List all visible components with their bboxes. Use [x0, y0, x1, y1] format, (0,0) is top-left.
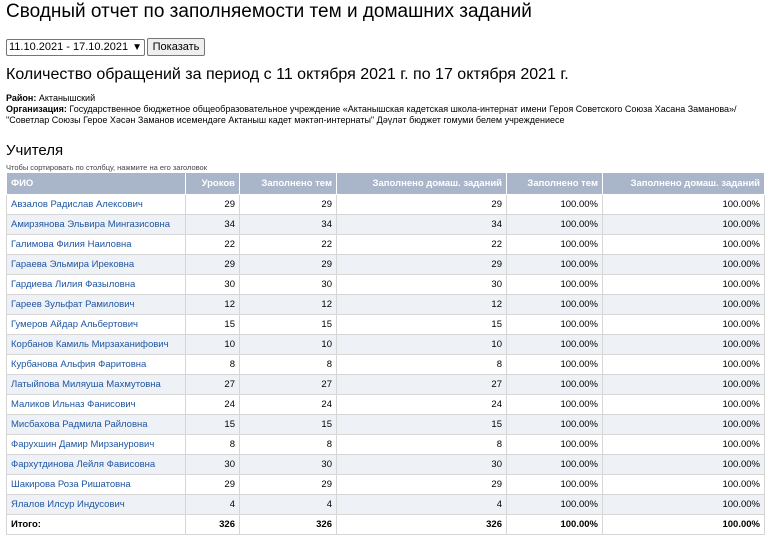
organization-line — [6, 104, 764, 126]
table-cell: 100.00% — [507, 315, 603, 335]
table-cell: 100.00% — [507, 375, 603, 395]
period-select-value: 11.10.2021 - 17.10.2021 — [9, 41, 129, 53]
show-button[interactable]: Показать — [147, 38, 205, 56]
column-header-homework-filled[interactable]: Заполнено домаш. заданий — [337, 173, 507, 195]
table-cell: 15 — [186, 415, 240, 435]
table-cell: 29 — [186, 195, 240, 215]
chevron-down-icon: ▼ — [132, 41, 142, 53]
table-cell: 100.00% — [507, 355, 603, 375]
table-cell: 100.00% — [507, 215, 603, 235]
teacher-link[interactable]: Корбанов Камиль Мирзаханифович — [11, 339, 169, 350]
table-cell: 100.00% — [603, 295, 765, 315]
teacher-name-cell — [7, 355, 186, 375]
table-cell: 29 — [240, 195, 337, 215]
teacher-link[interactable]: Латыйпова Миляуша Махмутовна — [11, 379, 161, 390]
period-select[interactable] — [6, 39, 145, 56]
table-cell: 30 — [240, 275, 337, 295]
teacher-name-cell — [7, 315, 186, 335]
table-cell: 8 — [240, 355, 337, 375]
table-cell: 10 — [186, 335, 240, 355]
table-row — [7, 355, 765, 375]
teacher-name-cell — [7, 455, 186, 475]
table-cell: 100.00% — [603, 435, 765, 455]
table-cell: 100.00% — [507, 335, 603, 355]
column-header-fio[interactable]: ФИО — [7, 173, 186, 195]
total-cell: 326 — [240, 515, 337, 535]
teacher-name-cell — [7, 215, 186, 235]
teacher-link[interactable]: Галимова Филия Наиловна — [11, 239, 132, 250]
table-cell: 100.00% — [603, 475, 765, 495]
table-cell: 100.00% — [507, 235, 603, 255]
table-cell: 100.00% — [603, 315, 765, 335]
table-cell: 15 — [240, 315, 337, 335]
table-cell: 27 — [186, 375, 240, 395]
table-cell: 8 — [337, 435, 507, 455]
table-cell: 10 — [337, 335, 507, 355]
table-cell: 22 — [240, 235, 337, 255]
total-label: Итого: — [7, 515, 186, 535]
table-cell: 4 — [186, 495, 240, 515]
table-cell: 100.00% — [507, 195, 603, 215]
table-cell: 100.00% — [507, 295, 603, 315]
table-cell: 100.00% — [507, 475, 603, 495]
table-cell: 100.00% — [507, 415, 603, 435]
table-row — [7, 455, 765, 475]
table-cell: 24 — [337, 395, 507, 415]
column-header-lessons[interactable]: Уроков — [186, 173, 240, 195]
teacher-name-cell — [7, 415, 186, 435]
table-cell: 29 — [240, 475, 337, 495]
table-cell: 15 — [240, 415, 337, 435]
teacher-name-cell — [7, 495, 186, 515]
teacher-name-cell — [7, 295, 186, 315]
table-cell: 29 — [337, 255, 507, 275]
table-row — [7, 215, 765, 235]
table-cell: 30 — [186, 275, 240, 295]
teacher-link[interactable]: Ялалов Илсур Индусович — [11, 499, 125, 510]
table-row — [7, 495, 765, 515]
table-cell: 12 — [186, 295, 240, 315]
page-title: Сводный отчет по заполняемости тем и домашних заданий — [6, 1, 532, 22]
teacher-link[interactable]: Маликов Ильназ Фанисович — [11, 399, 136, 410]
total-cell: 326 — [186, 515, 240, 535]
table-cell: 8 — [240, 435, 337, 455]
sort-hint: Чтобы сортировать по столбцу, нажмите на его заголовок — [6, 163, 208, 172]
teacher-link[interactable]: Авзалов Радислав Алексович — [11, 199, 143, 210]
table-cell: 8 — [337, 355, 507, 375]
table-cell: 15 — [337, 415, 507, 435]
column-header-homework-percent[interactable]: Заполнено домаш. заданий — [603, 173, 765, 195]
table-cell: 22 — [186, 235, 240, 255]
teacher-link[interactable]: Гумеров Айдар Альбертович — [11, 319, 138, 330]
district-line — [6, 93, 764, 104]
table-cell: 30 — [337, 455, 507, 475]
table-cell: 34 — [337, 215, 507, 235]
table-cell: 27 — [240, 375, 337, 395]
table-cell: 12 — [337, 295, 507, 315]
table-cell: 100.00% — [603, 415, 765, 435]
table-cell: 100.00% — [507, 255, 603, 275]
table-cell: 4 — [337, 495, 507, 515]
table-cell: 22 — [337, 235, 507, 255]
teacher-link[interactable]: Фархутдинова Лейля Фависовна — [11, 459, 156, 470]
table-row — [7, 195, 765, 215]
total-cell: 100.00% — [603, 515, 765, 535]
teacher-link[interactable]: Гараева Эльмира Ирековна — [11, 259, 135, 270]
table-cell: 15 — [186, 315, 240, 335]
table-cell: 100.00% — [603, 455, 765, 475]
teacher-link[interactable]: Гардиева Лилия Фазыловна — [11, 279, 136, 290]
table-row — [7, 395, 765, 415]
table-cell: 30 — [186, 455, 240, 475]
table-cell: 100.00% — [603, 375, 765, 395]
table-cell: 8 — [186, 435, 240, 455]
teacher-link[interactable]: Курбанова Альфия Фаритовна — [11, 359, 147, 370]
table-row — [7, 415, 765, 435]
table-cell: 100.00% — [603, 235, 765, 255]
total-cell: 326 — [337, 515, 507, 535]
table-row — [7, 255, 765, 275]
table-cell: 10 — [240, 335, 337, 355]
table-cell: 100.00% — [603, 215, 765, 235]
table-cell: 100.00% — [603, 255, 765, 275]
table-cell: 100.00% — [507, 435, 603, 455]
table-cell: 100.00% — [603, 275, 765, 295]
table-row — [7, 475, 765, 495]
table-cell: 29 — [337, 195, 507, 215]
table-cell: 34 — [186, 215, 240, 235]
teacher-name-cell — [7, 235, 186, 255]
table-cell: 27 — [337, 375, 507, 395]
organization-label: Организация: — [6, 104, 67, 114]
table-cell: 30 — [337, 275, 507, 295]
table-cell: 100.00% — [507, 495, 603, 515]
teacher-link[interactable]: Шакирова Роза Ришатовна — [11, 479, 131, 490]
table-total-row — [7, 515, 765, 535]
teacher-name-cell — [7, 435, 186, 455]
table-cell: 15 — [337, 315, 507, 335]
table-row — [7, 315, 765, 335]
table-row — [7, 375, 765, 395]
teacher-name-cell — [7, 275, 186, 295]
teacher-link[interactable]: Мисбахова Радмила Райловна — [11, 419, 148, 430]
table-row — [7, 335, 765, 355]
table-cell: 100.00% — [603, 495, 765, 515]
table-cell: 100.00% — [507, 395, 603, 415]
column-header-topics-percent[interactable]: Заполнено тем — [507, 173, 603, 195]
table-cell: 100.00% — [507, 275, 603, 295]
table-cell: 24 — [240, 395, 337, 415]
table-cell: 100.00% — [603, 355, 765, 375]
teacher-name-cell — [7, 195, 186, 215]
filter-bar — [6, 38, 764, 56]
table-cell: 100.00% — [603, 335, 765, 355]
table-cell: 4 — [240, 495, 337, 515]
table-cell: 29 — [240, 255, 337, 275]
table-cell: 29 — [186, 255, 240, 275]
table-row — [7, 295, 765, 315]
period-heading: Количество обращений за период с 11 октября 2021 г. по 17 октября 2021 г. — [6, 66, 569, 83]
table-cell: 100.00% — [507, 455, 603, 475]
teacher-link[interactable]: Гареев Зульфат Рамилович — [11, 299, 135, 310]
table-cell: 29 — [186, 475, 240, 495]
teacher-link[interactable]: Амирзянова Эльвира Мингазисовна — [11, 219, 171, 230]
teacher-name-cell — [7, 255, 186, 275]
table-cell: 8 — [186, 355, 240, 375]
district-value: Актанышский — [38, 93, 96, 103]
table-cell: 100.00% — [603, 395, 765, 415]
table-cell: 12 — [240, 295, 337, 315]
total-cell: 100.00% — [507, 515, 603, 535]
table-row — [7, 435, 765, 455]
table-row — [7, 275, 765, 295]
table-cell: 30 — [240, 455, 337, 475]
teacher-name-cell — [7, 375, 186, 395]
teacher-link[interactable]: Фарухшин Дамир Мирзанурович — [11, 439, 155, 450]
table-body — [7, 195, 765, 535]
table-header-row — [7, 173, 765, 195]
organization-value: Государственное бюджетное общеобразовательное учреждение «Актанышская кадетская школа-интернат имени Героя Советского Союза Хасана Заманова»/ "Советлар Союзы Герое Хәсән Заманов исемендәге Актаныш кадет мәктәп-интернаты" Дәүләт бюджет гомуми белем учреждениесе — [6, 104, 737, 125]
table-row — [7, 235, 765, 255]
table-cell: 100.00% — [603, 195, 765, 215]
teacher-name-cell — [7, 335, 186, 355]
column-header-topics-filled[interactable]: Заполнено тем — [240, 173, 337, 195]
table-cell: 34 — [240, 215, 337, 235]
section-title: Учителя — [6, 142, 64, 159]
table-cell: 29 — [337, 475, 507, 495]
teachers-table — [6, 172, 765, 535]
teacher-name-cell — [7, 475, 186, 495]
teacher-name-cell — [7, 395, 186, 415]
table-cell: 24 — [186, 395, 240, 415]
district-label: Район: — [6, 93, 37, 103]
